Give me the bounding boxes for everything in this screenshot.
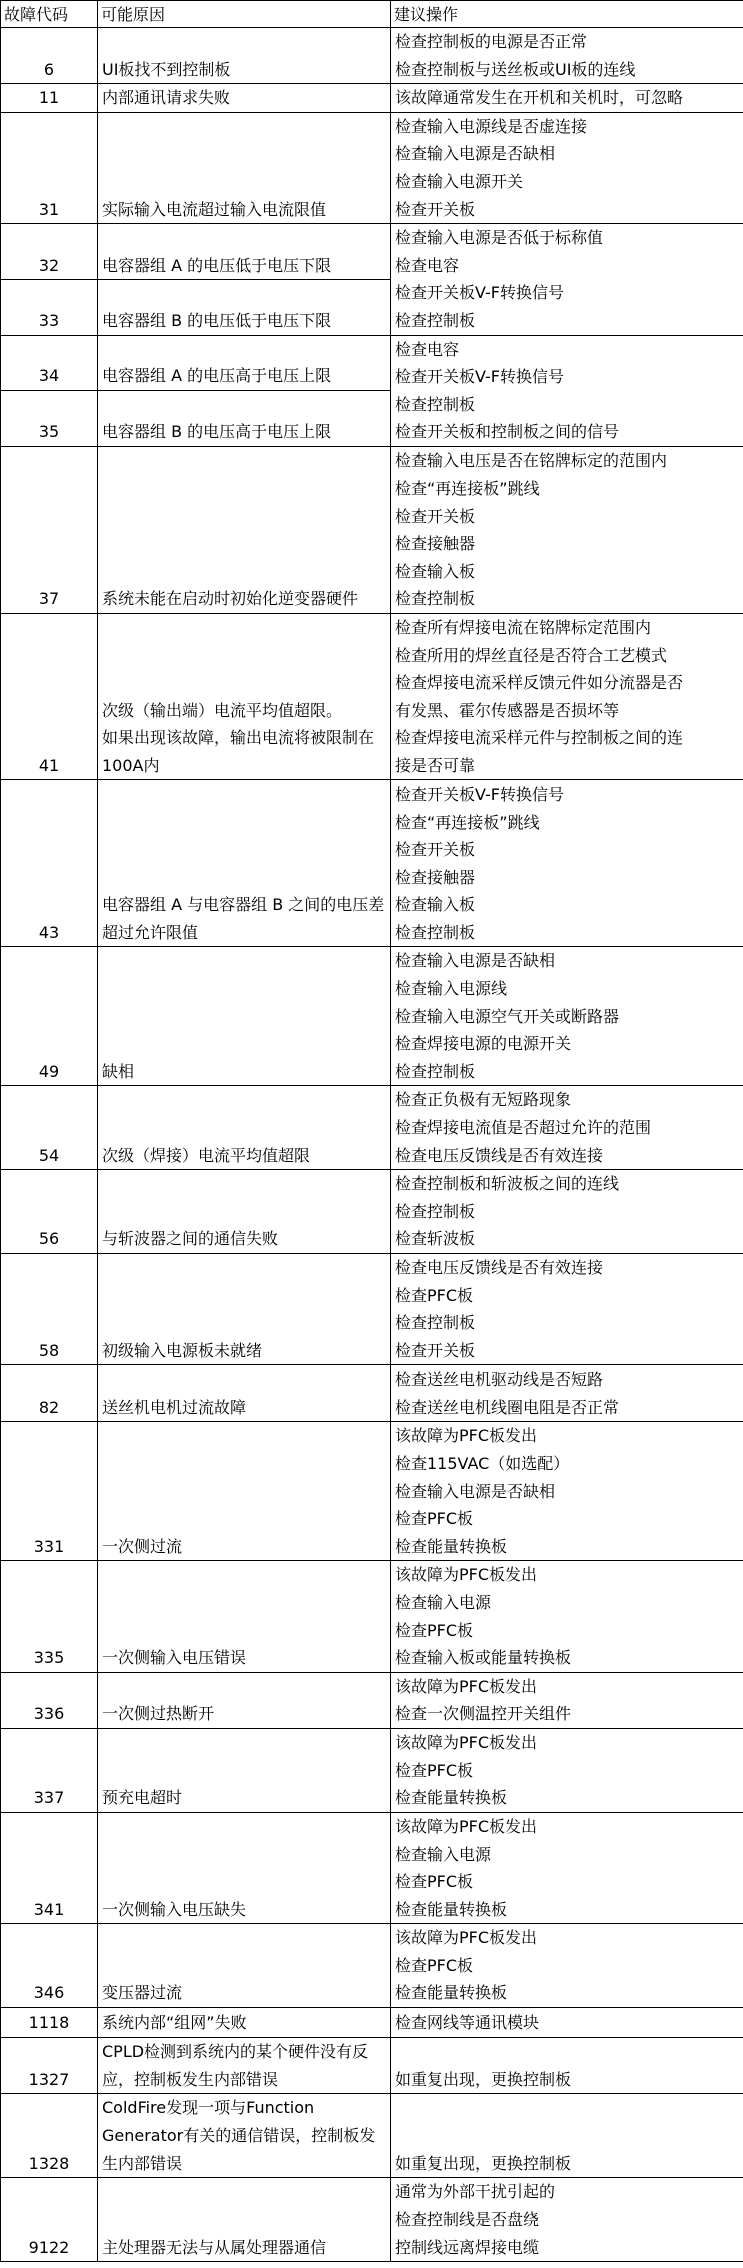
suggested-action-cell bbox=[391, 1728, 743, 1812]
action-text: 该故障通常发生在开机和关机时，可忽略 bbox=[395, 88, 684, 108]
fault-code-cell: 9122 bbox=[1, 2178, 98, 2262]
action-text: 检查输入板 bbox=[395, 561, 476, 581]
table-row bbox=[1, 1254, 743, 1365]
cause-text: 电容器组 A 的电压低于电压下限 bbox=[102, 255, 332, 275]
fault-code-cell: 56 bbox=[1, 1170, 98, 1254]
action-text: 检查输入电源是否缺相 bbox=[395, 144, 556, 164]
action-text: 检查输入板或能量转换板 bbox=[395, 1648, 572, 1668]
possible-cause-cell bbox=[98, 1254, 391, 1365]
table-row bbox=[1, 224, 743, 280]
action-text: 检查输入电源是否缺相 bbox=[395, 1481, 556, 1501]
action-text: 检查焊接电流值是否超过允许的范围 bbox=[395, 1118, 652, 1138]
action-text: 检查开关板V-F转换信号 bbox=[395, 283, 564, 303]
table-row bbox=[1, 112, 743, 223]
action-text: 检查控制板与送丝板或UI板的连线 bbox=[395, 59, 636, 79]
action-text: 检查输入电源空气开关或断路器 bbox=[395, 1006, 620, 1026]
cause-text: 变压器过流 bbox=[102, 1983, 183, 2003]
action-text: 检查控制板 bbox=[395, 394, 476, 414]
action-text: 检查电容 bbox=[395, 339, 460, 359]
possible-cause-cell bbox=[98, 390, 391, 446]
possible-cause-cell bbox=[98, 1086, 391, 1170]
suggested-action-cell bbox=[391, 1561, 743, 1672]
action-text: 检查PFC板 bbox=[395, 1285, 474, 1305]
cause-text: 如果出现该故障，输出电流将被限制在100A内 bbox=[102, 728, 375, 775]
table-row bbox=[1, 2038, 743, 2094]
cause-text: CPLD检测到系统内的某个硬件没有反应，控制板发生内部错误 bbox=[102, 2042, 369, 2089]
action-text: 接是否可靠 bbox=[395, 755, 476, 775]
fault-code-cell: 37 bbox=[1, 446, 98, 613]
cause-text: 系统未能在启动时初始化逆变器硬件 bbox=[102, 589, 359, 609]
action-text: 通常为外部干扰引起的 bbox=[395, 2182, 556, 2202]
fault-code-cell: 1118 bbox=[1, 2008, 98, 2038]
fault-code-cell: 335 bbox=[1, 1561, 98, 1672]
table-header-row bbox=[1, 1, 743, 28]
possible-cause-cell bbox=[98, 1170, 391, 1254]
fault-code-cell: 49 bbox=[1, 947, 98, 1086]
action-text: 检查PFC板 bbox=[395, 1620, 474, 1640]
suggested-action-cell bbox=[391, 1672, 743, 1728]
action-text: 该故障为PFC板发出 bbox=[395, 1676, 538, 1696]
possible-cause-cell bbox=[98, 1728, 391, 1812]
fault-code-cell: 35 bbox=[1, 390, 98, 446]
action-text: 检查输入电源 bbox=[395, 1592, 492, 1612]
possible-cause-cell bbox=[98, 335, 391, 390]
action-text: 检查电压反馈线是否有效连接 bbox=[395, 1145, 604, 1165]
action-text: 有发黑、霍尔传感器是否损坏等 bbox=[395, 700, 620, 720]
action-text: 检查控制板 bbox=[395, 1201, 476, 1221]
fault-code-cell: 1327 bbox=[1, 2038, 98, 2094]
action-text: 检查所有焊接电流在铭牌标定范围内 bbox=[395, 617, 652, 637]
cause-text: 主处理器无法与从属处理器通信 bbox=[102, 2237, 327, 2257]
cause-text: 电容器组 B 的电压高于电压上限 bbox=[102, 422, 332, 442]
table-row bbox=[1, 1170, 743, 1254]
action-text: 检查PFC板 bbox=[395, 1872, 474, 1892]
action-text: 检查输入电源线 bbox=[395, 979, 508, 999]
action-text: 检查输入电压是否在铭牌标定的范围内 bbox=[395, 451, 668, 471]
table-row bbox=[1, 1561, 743, 1672]
action-text: 检查控制板和斩波板之间的连线 bbox=[395, 1174, 620, 1194]
action-text: 检查控制板 bbox=[395, 589, 476, 609]
action-text: 该故障为PFC板发出 bbox=[395, 1733, 538, 1753]
action-text: 检查输入电源是否缺相 bbox=[395, 951, 556, 971]
table-row bbox=[1, 1812, 743, 1923]
action-text: 检查正负极有无短路现象 bbox=[395, 1090, 572, 1110]
suggested-action-cell bbox=[391, 2094, 743, 2178]
fault-code-cell: 6 bbox=[1, 28, 98, 84]
suggested-action-cell bbox=[391, 84, 743, 113]
cause-text: ColdFire发现一项与Function Generator有关的通信错误，控制板发生内部错误 bbox=[102, 2098, 376, 2173]
cause-text: UI板找不到控制板 bbox=[102, 59, 231, 79]
suggested-action-cell bbox=[391, 2178, 743, 2262]
action-text: 检查开关板和控制板之间的信号 bbox=[395, 422, 620, 442]
action-text: 检查一次侧温控开关组件 bbox=[395, 1704, 572, 1724]
possible-cause-cell bbox=[98, 446, 391, 613]
action-text: 检查115VAC（如选配） bbox=[395, 1453, 570, 1473]
action-text: 检查PFC板 bbox=[395, 1955, 474, 1975]
cause-text: 系统内部“组网”失败 bbox=[102, 2013, 247, 2033]
table-row bbox=[1, 2008, 743, 2038]
cause-text: 一次侧过热断开 bbox=[102, 1704, 215, 1724]
cause-text: 电容器组 B 的电压低于电压下限 bbox=[102, 310, 332, 330]
possible-cause-cell bbox=[98, 1422, 391, 1561]
action-text: 检查能量转换板 bbox=[395, 1899, 508, 1919]
action-text: 检查开关板 bbox=[395, 506, 476, 526]
header-fault-code: 故障代码 bbox=[1, 1, 98, 28]
table-row bbox=[1, 1924, 743, 2008]
cause-text: 内部通讯请求失败 bbox=[102, 88, 231, 108]
action-text: 检查开关板 bbox=[395, 1340, 476, 1360]
action-text: 检查PFC板 bbox=[395, 1760, 474, 1780]
suggested-action-cell bbox=[391, 112, 743, 223]
table-row bbox=[1, 2178, 743, 2262]
suggested-action-cell bbox=[391, 2008, 743, 2038]
possible-cause-cell bbox=[98, 780, 391, 947]
action-text: 检查所用的焊丝直径是否符合工艺模式 bbox=[395, 645, 668, 665]
cause-text: 缺相 bbox=[102, 1061, 135, 1081]
action-text: 检查接触器 bbox=[395, 534, 476, 554]
suggested-action-cell bbox=[391, 1812, 743, 1923]
action-text: 检查输入电源线是否虚连接 bbox=[395, 116, 588, 136]
action-text: 检查“再连接板”跳线 bbox=[395, 478, 540, 498]
fault-code-cell: 11 bbox=[1, 84, 98, 113]
action-text: 检查输入板 bbox=[395, 895, 476, 915]
action-text: 检查接触器 bbox=[395, 867, 476, 887]
action-text: 检查能量转换板 bbox=[395, 1788, 508, 1808]
action-text: 检查开关板 bbox=[395, 199, 476, 219]
fault-code-cell: 331 bbox=[1, 1422, 98, 1561]
table-row bbox=[1, 335, 743, 390]
cause-text: 与斩波器之间的通信失败 bbox=[102, 1229, 279, 1249]
cause-text: 实际输入电流超过输入电流限值 bbox=[102, 199, 327, 219]
action-text: 检查开关板V-F转换信号 bbox=[395, 367, 564, 387]
fault-code-cell: 31 bbox=[1, 112, 98, 223]
cause-text: 一次侧输入电压缺失 bbox=[102, 1899, 247, 1919]
action-text: 控制线远离焊接电缆 bbox=[395, 2237, 540, 2257]
action-text: 该故障为PFC板发出 bbox=[395, 1928, 538, 1948]
action-text: 检查斩波板 bbox=[395, 1229, 476, 1249]
possible-cause-cell bbox=[98, 1672, 391, 1728]
cause-text: 一次侧过流 bbox=[102, 1536, 183, 1556]
action-text: 检查控制板 bbox=[395, 310, 476, 330]
table-row bbox=[1, 780, 743, 947]
fault-code-cell: 32 bbox=[1, 224, 98, 280]
action-text: 检查焊接电流采样元件与控制板之间的连 bbox=[395, 728, 684, 748]
suggested-action-cell bbox=[391, 947, 743, 1086]
possible-cause-cell bbox=[98, 112, 391, 223]
table-row bbox=[1, 2094, 743, 2178]
action-text: 检查控制板 bbox=[395, 1061, 476, 1081]
action-text: 检查PFC板 bbox=[395, 1509, 474, 1529]
fault-code-cell: 34 bbox=[1, 335, 98, 390]
cause-text: 预充电超时 bbox=[102, 1788, 183, 1808]
action-text: 该故障为PFC板发出 bbox=[395, 1426, 538, 1446]
table-row bbox=[1, 1422, 743, 1561]
possible-cause-cell bbox=[98, 2038, 391, 2094]
possible-cause-cell bbox=[98, 224, 391, 280]
suggested-action-cell bbox=[391, 1086, 743, 1170]
table-row bbox=[1, 947, 743, 1086]
possible-cause-cell bbox=[98, 1924, 391, 2008]
possible-cause-cell bbox=[98, 1812, 391, 1923]
action-text: 检查控制板的电源是否正常 bbox=[395, 32, 588, 51]
action-text: 检查电容 bbox=[395, 255, 460, 275]
action-text: 检查开关板 bbox=[395, 840, 476, 860]
action-text: 检查送丝电机驱动线是否短路 bbox=[395, 1370, 604, 1390]
fault-code-cell: 41 bbox=[1, 613, 98, 780]
fault-code-cell: 54 bbox=[1, 1086, 98, 1170]
fault-code-cell: 82 bbox=[1, 1365, 98, 1422]
action-text: 检查“再连接板”跳线 bbox=[395, 812, 540, 832]
possible-cause-cell bbox=[98, 2008, 391, 2038]
table-row bbox=[1, 1086, 743, 1170]
cause-text: 一次侧输入电压错误 bbox=[102, 1648, 247, 1668]
action-text: 检查网线等通讯模块 bbox=[395, 2013, 540, 2033]
possible-cause-cell bbox=[98, 1561, 391, 1672]
table-row bbox=[1, 1365, 743, 1422]
action-text: 检查输入电源 bbox=[395, 1844, 492, 1864]
suggested-action-cell bbox=[391, 1365, 743, 1422]
fault-code-cell: 58 bbox=[1, 1254, 98, 1365]
fault-code-cell: 33 bbox=[1, 280, 98, 335]
action-text: 该故障为PFC板发出 bbox=[395, 1565, 538, 1585]
suggested-action-cell bbox=[391, 1924, 743, 2008]
cause-text: 电容器组 A 与电容器组 B 之间的电压差超过允许限值 bbox=[102, 895, 385, 942]
possible-cause-cell bbox=[98, 84, 391, 113]
header-possible-cause: 可能原因 bbox=[98, 1, 391, 28]
table-row bbox=[1, 28, 743, 84]
table-row bbox=[1, 1728, 743, 1812]
action-text: 如重复出现，更换控制板 bbox=[395, 2153, 572, 2173]
suggested-action-cell bbox=[391, 2038, 743, 2094]
action-text: 检查控制板 bbox=[395, 1313, 476, 1333]
cause-text: 次级（输出端）电流平均值超限。 bbox=[102, 700, 343, 720]
suggested-action-cell bbox=[391, 28, 743, 84]
possible-cause-cell bbox=[98, 947, 391, 1086]
cause-text: 电容器组 A 的电压高于电压上限 bbox=[102, 366, 332, 386]
cause-text: 初级输入电源板未就绪 bbox=[102, 1340, 263, 1360]
action-text: 检查开关板V-F转换信号 bbox=[395, 784, 564, 804]
suggested-action-cell bbox=[391, 1254, 743, 1365]
fault-code-cell: 336 bbox=[1, 1672, 98, 1728]
possible-cause-cell bbox=[98, 28, 391, 84]
action-text: 检查送丝电机线圈电阻是否正常 bbox=[395, 1397, 620, 1417]
possible-cause-cell bbox=[98, 1365, 391, 1422]
suggested-action-cell bbox=[391, 613, 743, 780]
action-text: 检查输入电源是否低于标称值 bbox=[395, 228, 604, 248]
action-text: 检查输入电源开关 bbox=[395, 171, 524, 191]
possible-cause-cell bbox=[98, 280, 391, 335]
suggested-action-cell bbox=[391, 446, 743, 613]
fault-code-cell: 1328 bbox=[1, 2094, 98, 2178]
suggested-action-cell bbox=[391, 1422, 743, 1561]
table-row bbox=[1, 446, 743, 613]
action-text: 检查焊接电流采样反馈元件如分流器是否 bbox=[395, 673, 684, 693]
action-text: 检查能量转换板 bbox=[395, 1536, 508, 1556]
possible-cause-cell bbox=[98, 2094, 391, 2178]
suggested-action-cell bbox=[391, 1170, 743, 1254]
fault-code-cell: 43 bbox=[1, 780, 98, 947]
action-text: 检查控制线是否盘绕 bbox=[395, 2210, 540, 2230]
table-row bbox=[1, 613, 743, 780]
table-row bbox=[1, 1672, 743, 1728]
action-text: 如重复出现，更换控制板 bbox=[395, 2069, 572, 2089]
suggested-action-cell bbox=[391, 224, 743, 335]
cause-text: 送丝机电机过流故障 bbox=[102, 1397, 247, 1417]
header-suggested-action: 建议操作 bbox=[391, 1, 743, 28]
suggested-action-cell bbox=[391, 335, 743, 446]
fault-code-cell: 341 bbox=[1, 1812, 98, 1923]
suggested-action-cell bbox=[391, 780, 743, 947]
action-text: 检查电压反馈线是否有效连接 bbox=[395, 1258, 604, 1277]
possible-cause-cell bbox=[98, 2178, 391, 2262]
table-row bbox=[1, 84, 743, 113]
fault-code-cell: 337 bbox=[1, 1728, 98, 1812]
cause-text: 次级（焊接）电流平均值超限 bbox=[102, 1145, 311, 1165]
fault-code-cell: 346 bbox=[1, 1924, 98, 2008]
action-text: 检查能量转换板 bbox=[395, 1983, 508, 2003]
action-text: 该故障为PFC板发出 bbox=[395, 1816, 538, 1836]
action-text: 检查焊接电源的电源开关 bbox=[395, 1034, 572, 1054]
possible-cause-cell bbox=[98, 613, 391, 780]
action-text: 检查控制板 bbox=[395, 922, 476, 942]
